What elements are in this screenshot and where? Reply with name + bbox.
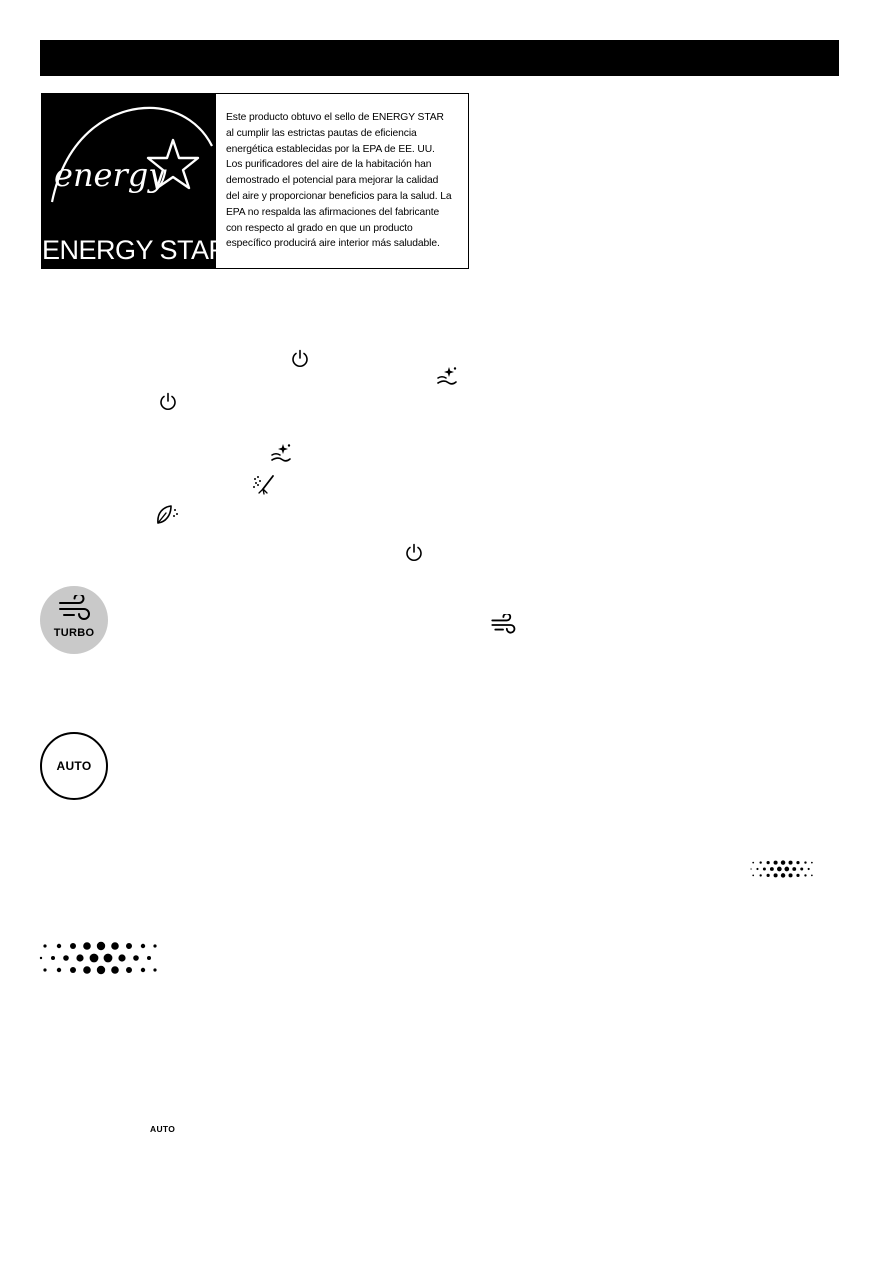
auto-inline-label: AUTO	[150, 1124, 176, 1134]
air-quality-dots-icon	[38, 940, 160, 976]
description-line: al cumplir las estrictas pautas de eficiencia	[226, 127, 417, 139]
description-line: del aire y proporcionar beneficios para la salud. La	[226, 190, 452, 202]
leaf-icon	[155, 504, 179, 526]
sparkle-wave-icon	[436, 366, 458, 386]
description-line: energética establecidas por la EPA de EE. UU.	[226, 143, 435, 155]
energy-star-wordmark: ENERGY STAR	[42, 235, 228, 265]
spray-icon	[252, 474, 276, 496]
energy-script: energy	[54, 156, 167, 194]
air-quality-dots-icon	[750, 859, 814, 879]
power-icon	[158, 392, 178, 412]
description-line: con respecto al grado en que un producto	[226, 222, 413, 234]
power-icon	[404, 543, 424, 563]
turbo-badge	[40, 586, 108, 654]
description-line: EPA no respalda las afirmaciones del fabricante	[226, 206, 440, 218]
description-line: Los purificadores del aire de la habitación han	[226, 159, 432, 171]
header-bar	[40, 40, 839, 76]
turbo-wind-icon	[490, 614, 516, 636]
auto-label: AUTO	[56, 759, 92, 773]
energy-star-description	[226, 110, 470, 252]
turbo-label: TURBO	[53, 627, 95, 639]
energy-star-logo	[42, 94, 228, 268]
description-line: demostrado el potencial para mejorar la calidad	[226, 175, 439, 187]
sparkle-wave-icon	[270, 443, 292, 463]
energy-star-panel	[41, 93, 469, 269]
description-line: Este producto obtuvo el sello de ENERGY STAR	[226, 112, 444, 123]
description-line: específico producirá aire interior más saludable.	[226, 238, 440, 250]
auto-badge	[40, 732, 108, 800]
power-icon	[290, 349, 310, 369]
energy-star-logo-art	[42, 94, 216, 234]
turbo-wind-icon	[57, 595, 91, 623]
